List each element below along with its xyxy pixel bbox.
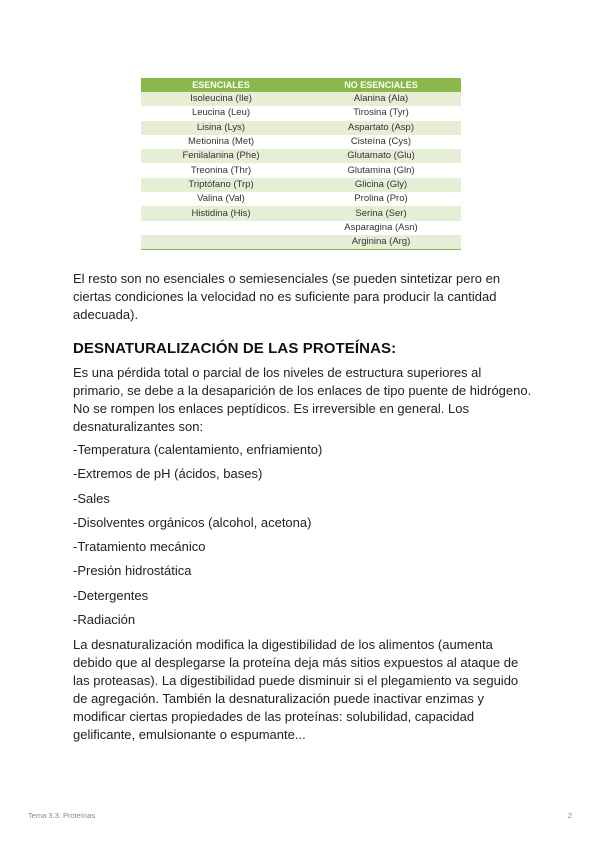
footer-title: Tema 3.3: Proteínas — [28, 811, 96, 820]
non-essential-cell: Tirosina (Tyr) — [301, 106, 461, 120]
non-essential-cell: Serina (Ser) — [301, 206, 461, 220]
non-essential-cell: Arginina (Arg) — [301, 235, 461, 250]
header-no-esenciales: NO ESENCIALES — [301, 78, 461, 92]
non-essential-cell: Cisteína (Cys) — [301, 135, 461, 149]
non-essential-cell: Alanina (Ala) — [301, 92, 461, 106]
non-essential-cell: Glutamina (Gln) — [301, 163, 461, 177]
definition-paragraph: Es una pérdida total o parcial de los niveles de estructura superiores al primario, se debe a la desaparición de los enlaces de tipo puente de hidrógeno. No se rompen los enlaces peptídicos. Es irreversible en general. Los desnaturalizantes son: — [73, 365, 532, 434]
table-row — [141, 92, 461, 106]
non-essential-cell: Asparagina (Asn) — [301, 221, 461, 235]
table-row — [141, 149, 461, 163]
amino-acids-table — [141, 78, 461, 250]
list-item: -Temperatura (calentamiento, enfriamiento) — [73, 442, 323, 457]
essential-cell: Leucina (Leu) — [141, 106, 301, 120]
essential-cell — [141, 221, 301, 235]
rest-paragraph: El resto son no esenciales o semiesenciales (se pueden sintetizar pero en ciertas condiciones la velocidad no es suficiente para producir la cantidad adecuada). — [73, 271, 501, 322]
essential-cell: Isoleucina (Ile) — [141, 92, 301, 106]
header-esenciales: ESENCIALES — [141, 78, 301, 92]
essential-cell: Valina (Val) — [141, 192, 301, 206]
page-number: 2 — [567, 811, 572, 820]
non-essential-cell: Prolina (Pro) — [301, 192, 461, 206]
section-heading: DESNATURALIZACIÓN DE LAS PROTEÍNAS: — [73, 340, 397, 357]
essential-cell: Fenilalanina (Phe) — [141, 149, 301, 163]
denaturants-list — [73, 441, 322, 635]
final-paragraph: La desnaturalización modifica la digestibilidad de los alimentos (aumenta debido que al desplegarse la proteína deja más sitios expuestos al ataque de las proteasas). La digestibilidad puede disminuir si el plegamiento va seguido de agregación. También la desnaturalización puede inactivar enzimas y modificar ciertas propiedades de las proteínas: solubilidad, capacidad gelificante, emulsionante o espumante... — [73, 637, 519, 742]
table-row — [141, 178, 461, 192]
table-row — [141, 235, 461, 250]
non-essential-cell: Aspartato (Asp) — [301, 121, 461, 135]
table-row — [141, 121, 461, 135]
essential-cell: Triptófano (Trp) — [141, 178, 301, 192]
table-row — [141, 192, 461, 206]
non-essential-cell: Glicina (Gly) — [301, 178, 461, 192]
table-row — [141, 221, 461, 235]
non-essential-cell: Glutamato (Glu) — [301, 149, 461, 163]
list-item: -Extremos de pH (ácidos, bases) — [73, 466, 263, 482]
list-item: -Detergentes — [73, 587, 149, 603]
essential-cell: Lisina (Lys) — [141, 121, 301, 135]
list-item: -Tratamiento mecánico — [73, 539, 206, 555]
table-header-row — [141, 78, 461, 92]
essential-cell: Metionina (Met) — [141, 135, 301, 149]
list-item: -Radiación — [73, 612, 136, 628]
list-item: -Presión hidrostática — [73, 563, 192, 579]
list-item: -Disolventes orgánicos (alcohol, acetona) — [73, 514, 312, 530]
essential-cell: Treonina (Thr) — [141, 163, 301, 177]
list-item: -Sales — [73, 490, 110, 506]
essential-cell: Histidina (His) — [141, 206, 301, 220]
table-row — [141, 135, 461, 149]
table-row — [141, 163, 461, 177]
table-row — [141, 106, 461, 120]
table-row — [141, 206, 461, 220]
essential-cell — [141, 235, 301, 250]
